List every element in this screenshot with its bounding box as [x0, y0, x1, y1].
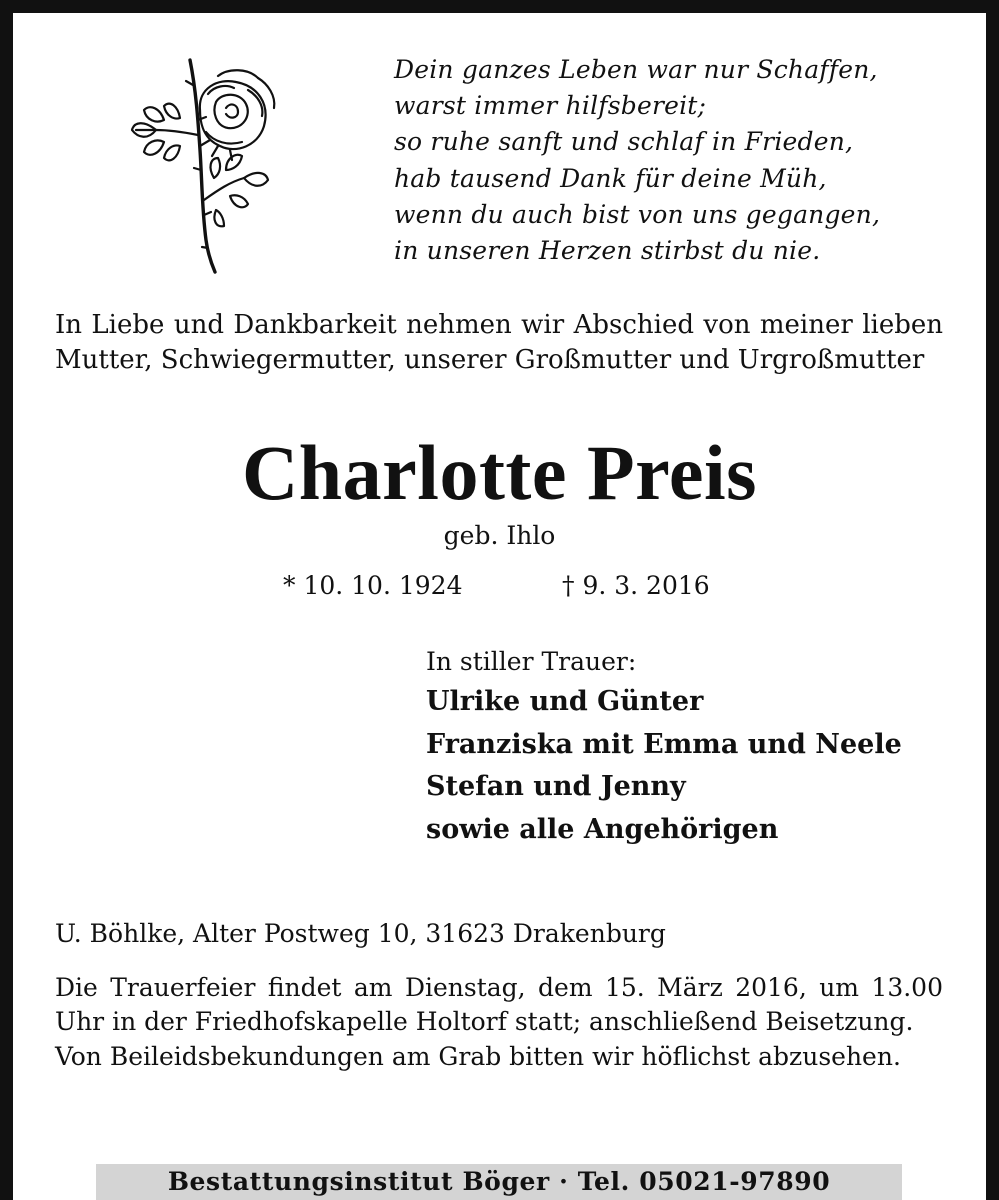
- funeral-home-banner: Bestattungsinstitut Böger · Tel. 05021-97890: [96, 1164, 902, 1200]
- rose-icon: [118, 50, 293, 280]
- ceremony-text: Die Trauerfeier findet am Dienstag, dem 15. März 2016, um 13.00 Uhr in der Friedhofskapelle Holtorf statt; anschließend Beisetzung.: [55, 973, 943, 1037]
- maiden-name: geb. Ihlo: [443, 521, 556, 550]
- birth-date: * 10. 10. 1924: [283, 571, 463, 600]
- poem-line: hab tausend Dank für deine Müh,: [394, 163, 827, 193]
- poem-line: so ruhe sanft und schlaf in Frieden,: [394, 127, 854, 157]
- poem-line: Dein ganzes Leben war nur Schaffen,: [394, 55, 878, 84]
- poem: [394, 52, 974, 269]
- mourner-entry: sowie alle Angehörigen: [426, 813, 779, 845]
- poem-line: warst immer hilfsbereit;: [394, 91, 707, 121]
- mourner-entry: Ulrike und Günter: [426, 686, 704, 717]
- poem-line: in unseren Herzen stirbst du nie.: [394, 236, 821, 266]
- poem-line: wenn du auch bist von uns gegangen,: [394, 199, 881, 229]
- mourner-entry: Stefan und Jenny: [426, 771, 686, 802]
- mourner-entry: Franziska mit Emma und Neele: [426, 728, 902, 760]
- intro-text: In Liebe und Dankbarkeit nehmen wir Abschied von meiner lieben Mutter, Schwiegermutter, unserer Großmutter und Urgroßmutter: [55, 310, 943, 375]
- death-date: † 9. 3. 2016: [562, 571, 710, 600]
- mourners-label: In stiller Trauer:: [426, 647, 637, 676]
- funeral-notice: [55, 971, 943, 1074]
- contact-address: U. Böhlke, Alter Postweg 10, 31623 Drakenburg: [55, 919, 666, 948]
- mourners-list: [426, 681, 902, 851]
- condolence-request: Von Beileidsbekundungen am Grab bitten wir höflichst abzusehen.: [55, 1041, 901, 1071]
- deceased-name: Charlotte Preis: [241, 429, 758, 516]
